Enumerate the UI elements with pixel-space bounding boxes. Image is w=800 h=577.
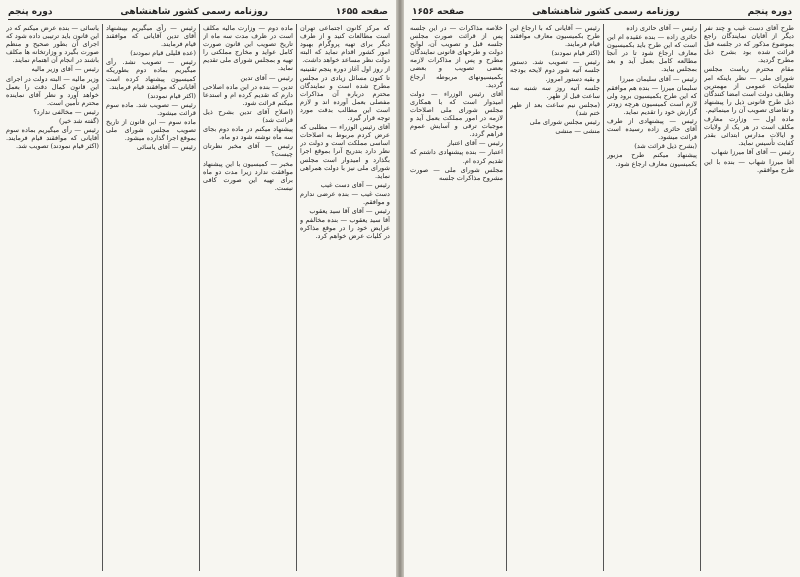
- column-paragraph: رئیس — آقای حائری زاده: [626, 24, 697, 32]
- column-paragraph: رئیس — آقای آقا میرزا شهاب: [711, 148, 794, 157]
- column-paragraph: (اکثر قیام نمودند): [147, 91, 196, 100]
- column-paragraph: رئیس — تصویب شد. دستور جلسه آتیه شور دوم لایحه بودجه و بقیه دستور امروز.: [510, 58, 600, 83]
- left-header-center: روزنامه رسمی کشور شاهنشاهی: [120, 6, 268, 17]
- column-paragraph: آقای رئیس الوزراء — دولت امیدوار است که با همکاری مجلس شورای ملی اصلاحات لازمه در امور مملکت بعمل آید و موجبات ترقی و آسایش عموم فراهم گردد.: [410, 89, 503, 139]
- column-paragraph: رئیس — آقای مخبر نظرتان چیست؟: [203, 142, 293, 159]
- right-page-column: [510, 24, 600, 571]
- column-paragraph: اعتبار — بنده پیشنهادی داشتم که تقدیم کرده ام.: [410, 148, 503, 165]
- right-page-header: [412, 4, 792, 20]
- column-paragraph: سلیمان میرزا — بنده هم موافقم که این طرح بکمیسیون برود ولی لازم است کمیسیون هرچه زودتر گزارش خود را تقدیم نماید.: [607, 83, 697, 116]
- column-paragraph: طرح آقای دست غیب و چند نفر دیگر از آقایان نمایندگان راجع بموضوع مذکور که در جلسه قبل قرائت شده بود بشرح ذیل مطرح گردید.: [704, 24, 794, 65]
- column-paragraph: جلسه آتیه روز سه شنبه سه ساعت قبل از ظهر.: [510, 83, 600, 100]
- column-paragraph: ماده اول — وزارت معارف مکلف است در هر یک از ولایات و ایالات مدارس ابتدائی بقدر کفایت تأسیس نماید.: [704, 115, 794, 148]
- left-page-column: [6, 24, 99, 571]
- right-header-right: دوره پنجم: [747, 6, 792, 17]
- column-paragraph: خلاصه مذاکرات — در این جلسه پس از قرائت صورت مجلس جلسه قبل و تصویب آن، لوایح دولت و طرحهای قانونی نمایندگان مطرح و پس از مذاکرات لازمه بعضی تصویب و بعضی بکمیسیونهای مربوطه ارجاع گردید.: [410, 24, 503, 89]
- left-header-right: صفحه ۱۶۵۵: [335, 6, 388, 17]
- column-paragraph: رئیس — آقای تدین: [240, 73, 293, 82]
- column-paragraph: آقای رئیس الوزراء — مطلبی که عرض کردم مربوط به اصلاحات اساسی مملکت است و دولت در نظر دارد بتدریج آنرا بموقع اجرا بگذارد و امیدوار است مجلس شورای ملی نیز با دولت همراهی نماید.: [300, 123, 390, 180]
- right-header-center: روزنامه رسمی کشور شاهنشاهی: [532, 6, 680, 17]
- right-page-column: [607, 24, 697, 571]
- column-paragraph: آقا میرزا شهاب — بنده با این طرح موافقم.: [704, 157, 794, 174]
- column-paragraph: مجلس شورای ملی — صورت مشروح مذاکرات جلسه: [410, 165, 503, 182]
- column-paragraph: پیشنهاد میکنم در ماده دوم بجای سه ماه نوشته شود دو ماه.: [203, 125, 293, 142]
- column-paragraph: رئیس — آقای اعتبار: [447, 139, 503, 148]
- column-paragraph: (اکثر قیام نمودند): [551, 49, 600, 58]
- column-paragraph: که مرکز کانون اجتماعی تهران است مطالعات کنید و از طرف دیگر برای تهیه پروگرام بهبود امور کشور اقدام نماید که البته دولت نظر مساعد خواهد داشت.: [300, 24, 390, 65]
- left-page-column: [106, 24, 196, 571]
- column-paragraph: منشی — منشی: [555, 127, 600, 136]
- column-rule: [296, 24, 297, 571]
- left-header-left: دوره پنجم: [8, 6, 53, 17]
- column-rule: [199, 24, 200, 571]
- column-paragraph: (اصلاح آقای تدین بشرح ذیل قرائت شد): [203, 107, 293, 125]
- column-paragraph: رئیس مجلس شورای ملی: [529, 118, 600, 127]
- left-page-column: [203, 24, 293, 571]
- left-page-column: [300, 24, 390, 571]
- column-paragraph: وزیر مالیه — البته دولت در اجرای این قانون کمال دقت را بعمل خواهد آورد و نظر آقای نماینده محترم تأمین است.: [6, 74, 99, 107]
- left-page: [0, 0, 396, 577]
- right-page: [404, 0, 800, 577]
- column-paragraph: دست غیب — بنده عرضی ندارم و موافقم.: [300, 189, 390, 206]
- column-paragraph: رئیس — تصویب نشد. رأی میگیریم بماده دوم بطوریکه کمیسیون پیشنهاد کرده است آقایانی که موافقند قیام فرمایند.: [106, 58, 196, 91]
- column-paragraph: رئیس — آقای وزیر مالیه: [31, 65, 99, 74]
- column-rule: [506, 24, 507, 571]
- left-page-header: [8, 4, 388, 20]
- column-paragraph: آقا سید یعقوب — بنده مخالفم و عرایض خود را در موقع مذاکره در کلیات عرض خواهم کرد.: [300, 216, 390, 241]
- column-paragraph: رئیس — آقای دست غیب: [320, 180, 390, 189]
- column-rule: [603, 24, 604, 571]
- column-paragraph: رئیس — آقای آقا سید یعقوب: [309, 207, 390, 216]
- column-paragraph: رئیس — آقای یاسائی: [136, 143, 196, 152]
- column-paragraph: یاسائی — بنده عرض میکنم که در این قانون باید ترتیبی داده شود که اجرای آن بطور صحیح و منظم صورت بگیرد و وزارتخانه ها مکلف باشند در انجام آن اهتمام نمایند.: [6, 24, 99, 65]
- column-paragraph: رئیس — آقایانی که با ارجاع این طرح بکمیسیون معارف موافقند قیام فرمایند.: [510, 24, 600, 49]
- column-rule: [102, 24, 103, 571]
- column-rule: [700, 24, 701, 571]
- column-paragraph: حائری زاده — بنده عقیده ام این است که این طرح باید بکمیسیون معارف ارجاع شود تا در آنجا مطالعه کامل بعمل آید و بعد بمجلس بیاید.: [607, 33, 697, 74]
- page-gutter: [396, 0, 404, 577]
- right-header-left: صفحه ۱۶۵۶: [412, 6, 465, 17]
- column-paragraph: (گفته شد خیر): [58, 117, 99, 126]
- column-paragraph: رئیس — رأی میگیریم بماده سوم آقایانی که موافقند قیام فرمایند. (اکثر قیام نمودند) تصویب شد.: [6, 126, 99, 151]
- column-paragraph: (مجلس نیم ساعت بعد از ظهر ختم شد): [510, 100, 600, 117]
- column-paragraph: رئیس — مخالفی ندارد؟: [33, 107, 99, 116]
- column-paragraph: مقام محترم ریاست مجلس شورای ملی — نظر باینکه امر تعلیمات عمومی از مهمترین وظایف دولت است امضا کنندگان ذیل طرح قانونی ذیل را پیشنهاد و تقاضای تصویب آن را مینمائیم.: [704, 65, 794, 114]
- column-paragraph: رئیس — تصویب شد. ماده سوم قرائت میشود.: [106, 100, 196, 117]
- column-paragraph: رئیس — رأی میگیریم بپیشنهاد آقای تدین آقایانی که موافقند قیام فرمایند.: [106, 24, 196, 49]
- column-paragraph: ماده دوم — وزارت مالیه مکلف است در ظرف مدت سه ماه از تاریخ تصویب این قانون صورت کامل عواید و مخارج مملکتی را تهیه و بمجلس شورای ملی تقدیم نماید.: [203, 24, 293, 73]
- column-paragraph: (بشرح ذیل قرائت شد): [634, 142, 697, 151]
- right-page-column: [704, 24, 794, 571]
- column-paragraph: پیشنهاد میکنم طرح مزبور بکمیسیون معارف ارجاع شود.: [607, 151, 697, 168]
- column-paragraph: رئیس — آقای سلیمان میرزا: [619, 74, 697, 83]
- column-paragraph: تدین — بنده در این ماده اصلاحی دارم که تقدیم کرده ام و استدعا میکنم قرائت شود.: [203, 82, 293, 107]
- column-paragraph: از روز اول آغاز دوره پنجم تقنینیه تا کنون مسائل زیادی در مجلس مطرح شده است و نمایندگان محترم درباره آن مذاکرات مفصلی بعمل آورده اند و لازم است این مطالب بدقت مورد توجه قرار گیرد.: [300, 65, 390, 123]
- right-page-column: [410, 24, 503, 571]
- column-paragraph: (عده قلیلی قیام نمودند): [130, 49, 196, 58]
- column-paragraph: مخبر — کمیسیون با این پیشنهاد موافقت ندارد زیرا مدت دو ماه برای تهیه این صورت کافی نیست.: [203, 159, 293, 192]
- column-paragraph: ماده سوم — این قانون از تاریخ تصویب مجلس شورای ملی بموقع اجرا گذارده میشود.: [106, 118, 196, 143]
- column-paragraph: رئیس — پیشنهادی از طرف آقای حائری زاده رسیده است قرائت میشود.: [607, 117, 697, 142]
